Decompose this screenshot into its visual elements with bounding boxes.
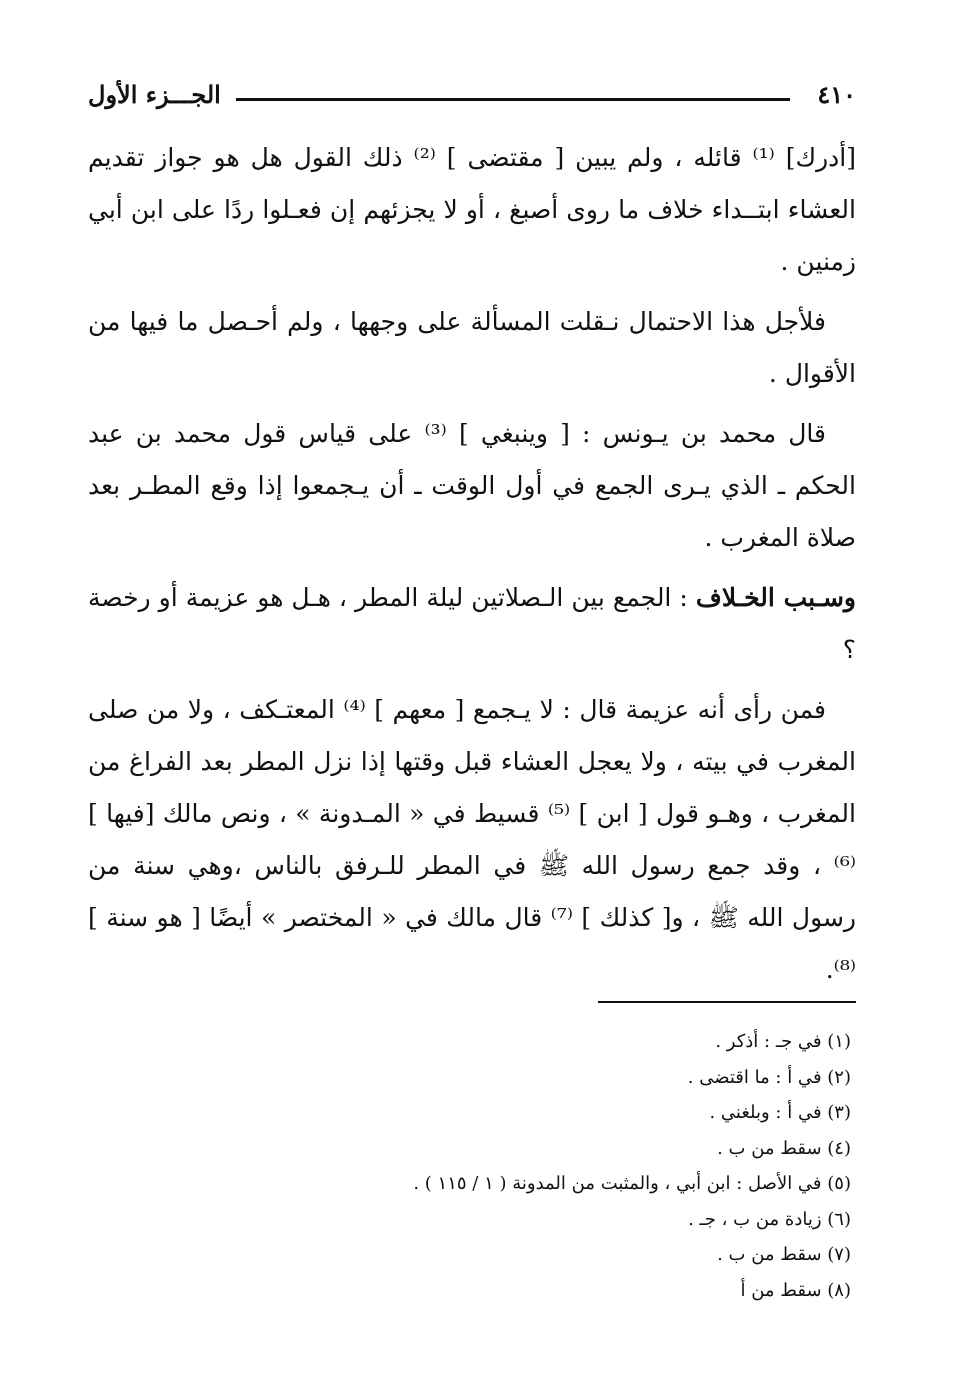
footnote-3: (٣) في أ : وبلغني . <box>709 1102 851 1123</box>
footnote-1: (١) في جـ : أذكر . <box>715 1031 851 1052</box>
page-number: ٤١٠ <box>817 80 856 109</box>
running-title: الجـــزء الأول <box>88 80 221 109</box>
footnote-4: (٤) سقط من ب . <box>717 1137 851 1159</box>
footnotes <box>151 1024 851 1308</box>
paragraph-4 <box>88 572 856 676</box>
paragraph-3: قال محمد بن يـونس : [ وينبغي ] ⁽³⁾ على قياس قول محمد بن عبد الحكم ـ الذي يـرى الجمع في أول الوقت ـ أن يـجمعوا إذا وقع المطـر بعد صلاة المغرب . <box>88 419 856 552</box>
footnote-6: (٦) زيادة من ب ، جـ . <box>688 1208 851 1230</box>
paragraph-2: فلأجل هذا الاحتمال نـقلت المسألة على وجهها ، ولم أحـصل ما فيها من الأقوال . <box>88 307 856 388</box>
paragraph-5: فمن رأى أنه عزيمة قال : لا يـجمع [ معهم ] ⁽⁴⁾ المعتـكف ، ولا من صلى المغرب في بيته ، ولا يعجل العشاء قبل وقتها إذا نزل المطر بعد الفراغ من المغرب ، وهـو قول [ ابن ] ⁽⁵⁾ قسيط في « المـدونة » ، ونص مالك [فيها ] ⁽⁶⁾ ، وقد جمع رسول الله ﷺ في المطر للـرفق بالناس ،وهي سنة من رسول الله ﷺ ، و[ كذلك ] ⁽⁷⁾ قال مالك في « المختصر » أيضًا [ هو سنة ]⁽⁸⁾. <box>88 695 857 984</box>
paragraph-4-lead: وسـبب الخـلاف <box>695 583 857 612</box>
footnote-8: (٨) سقط من أ <box>740 1279 851 1301</box>
page-header <box>88 78 856 118</box>
paragraph-4-rest: : الجمع بين الـصلاتين ليلة المطر ، هـل هو عزيمة أو رخصة ؟ <box>88 583 856 664</box>
footnote-2: (٢) في أ : ما اقتضى . <box>687 1066 851 1088</box>
paragraph-1: [أدرك] ⁽¹⁾ قائله ، ولم يبين [ مقتضى ] ⁽²⁾ ذلك القول هل هو جواز تقديم العشاء ابتــداء خلاف ما روى أصبغ ، أو لا يجزئهم إن فعـلوا ردًا على ابن أبي زمنين . <box>88 143 856 276</box>
main-text <box>88 132 856 1004</box>
footnote-5: (٥) في الأصل : ابن أبي ، والمثبت من المدونة ( ١ / ١١٥ ) . <box>413 1173 851 1194</box>
header-rule <box>236 98 790 101</box>
footnote-separator <box>598 1001 856 1003</box>
footnote-7: (٧) سقط من ب . <box>717 1244 851 1265</box>
